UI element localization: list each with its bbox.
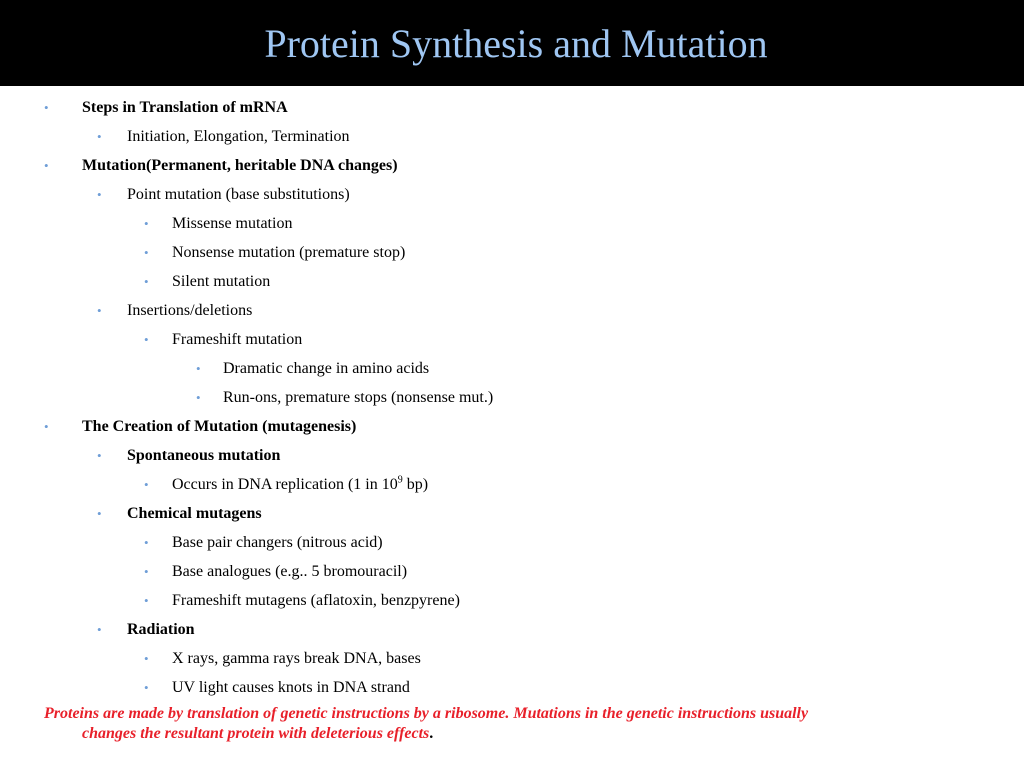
bullet-text: Silent mutation <box>172 273 271 290</box>
bullet-icon: • <box>97 129 102 144</box>
bullet-text: Base pair changers (nitrous acid) <box>172 534 383 551</box>
exponent: 9 <box>397 474 403 486</box>
bullet-icon: • <box>97 506 102 521</box>
bullet-icon: • <box>97 303 102 318</box>
bullet-text: X rays, gamma rays break DNA, bases <box>172 650 421 667</box>
bullet-icon: • <box>97 187 102 202</box>
bullet-icon: • <box>44 100 49 115</box>
bullet-text: Missense mutation <box>172 215 293 232</box>
bullet-icon: • <box>144 535 149 550</box>
summary-line-1: Proteins are made by translation of genetic instructions by a ribosome. Mutations in the genetic instructions usually <box>44 705 809 722</box>
bullet-icon: • <box>144 332 149 347</box>
bullet-icon: • <box>44 419 49 434</box>
bullet-text: The Creation of Mutation (mutagenesis) <box>82 418 357 435</box>
bullet-icon: • <box>144 680 149 695</box>
slide-title: Protein Synthesis and Mutation <box>264 21 768 66</box>
bullet-text: Frameshift mutation <box>172 331 303 348</box>
bullet-text: Base analogues (e.g.. 5 bromouracil) <box>172 563 408 580</box>
bullet-text: Chemical mutagens <box>127 505 262 522</box>
bullet-text: Frameshift mutagens (aflatoxin, benzpyrene) <box>172 592 460 609</box>
bullet-icon: • <box>144 274 149 289</box>
summary-note <box>44 704 984 744</box>
bullet-text: Initiation, Elongation, Termination <box>127 128 350 145</box>
bullet-icon: • <box>97 622 102 637</box>
bullet-icon: • <box>144 245 149 260</box>
bullet-text: Steps in Translation of mRNA <box>82 99 288 116</box>
bullet-text: Insertions/deletions <box>127 302 253 319</box>
bullet-text: Radiation <box>127 621 195 638</box>
bullet-icon: • <box>44 158 49 173</box>
bullet-icon: • <box>144 593 149 608</box>
bullet-text: UV light causes knots in DNA strand <box>172 679 410 696</box>
bullet-text: Run-ons, premature stops (nonsense mut.) <box>223 389 494 406</box>
bullet-text: Spontaneous mutation <box>127 447 281 464</box>
bullet-icon: • <box>97 448 102 463</box>
bullet-text: Occurs in DNA replication (1 in $10^9$ bp) <box>172 474 429 493</box>
bullet-icon: • <box>144 564 149 579</box>
bullet-text: Mutation(Permanent, heritable DNA changes) <box>82 157 398 174</box>
bullet-icon: • <box>196 361 201 376</box>
bullet-icon: • <box>144 651 149 666</box>
summary-line-2: changes the resultant protein with deleterious effects <box>82 725 430 742</box>
bullet-text: Nonsense mutation (premature stop) <box>172 244 406 261</box>
bullet-icon: • <box>144 477 149 492</box>
bullet-icon: • <box>144 216 149 231</box>
summary-period: . <box>429 725 434 742</box>
bullet-icon: • <box>196 390 201 405</box>
bullet-text: Dramatic change in amino acids <box>223 360 430 377</box>
bullet-text: Point mutation (base substitutions) <box>127 186 350 203</box>
